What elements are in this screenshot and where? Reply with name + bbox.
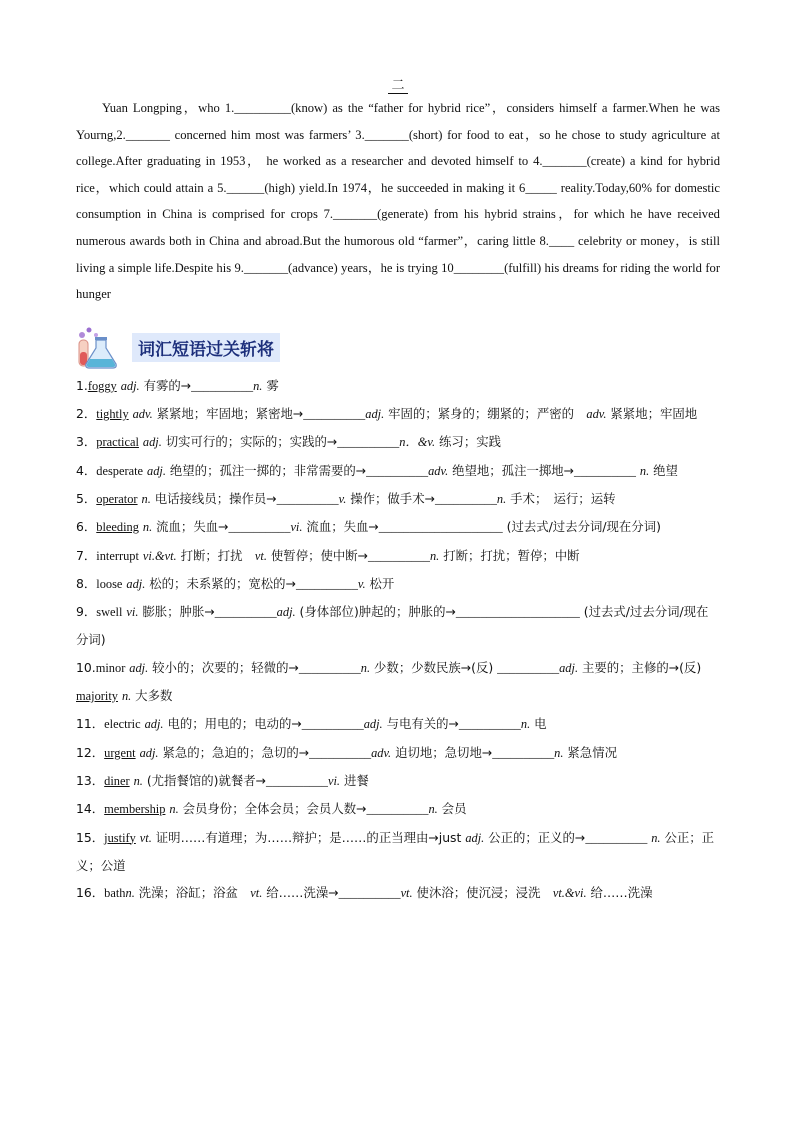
- vocab-word: tightly: [96, 407, 129, 422]
- vocab-item-11: 11．electric adj. 电的；用电的；电动的→__________adj. 与电有关的→__________n. 电: [76, 716, 547, 732]
- passage-text: (advance) years，he is trying 10: [288, 260, 454, 275]
- answer-blank[interactable]: __________: [228, 520, 291, 535]
- cloze-passage: [76, 95, 720, 308]
- answer-blank[interactable]: __________: [366, 463, 429, 478]
- blank-9[interactable]: _______: [243, 260, 289, 275]
- blank-2[interactable]: _______: [125, 127, 170, 142]
- answer-blank[interactable]: __________: [492, 745, 555, 760]
- vocab-word: foggy: [87, 378, 117, 393]
- vocab-word: urgent: [104, 745, 136, 760]
- vocab-item-15: 15．justify vt. 证明……有道理；为……辩护；是……的正当理由→just adj. 公正的；正义的→__________ n. 公正；正义；公道: [76, 829, 715, 873]
- answer-blank[interactable]: __________: [191, 378, 254, 393]
- vocab-word: practical: [96, 435, 139, 450]
- vocab-word: justify: [104, 830, 136, 845]
- answer-blank[interactable]: __________: [298, 660, 361, 675]
- answer-blank[interactable]: __________: [368, 548, 430, 563]
- vocab-word: loose: [96, 576, 123, 591]
- passage-text: (generate) from his hybrid strains，for which he have received numerous awards both in China and abroad.But the humorous old “farmer”，caring little 8.: [76, 207, 720, 248]
- vocab-item-3: 3．practical adj. 切实可行的；实际的；实践的→__________n．&v. 练习；实践: [76, 434, 501, 450]
- answer-blank[interactable]: __________: [301, 717, 364, 732]
- blank-5[interactable]: ______: [226, 180, 265, 195]
- vocab-item-2: 2．tightly adv. 紧紧地；牢固地；紧密地→__________adj. 牢固的；紧身的；绷紧的；严密的 adv. 紧紧地；牢固地: [76, 406, 698, 422]
- answer-blank[interactable]: ____________________: [455, 605, 580, 620]
- passage-text: (short) for food to eat，so he chose to study agriculture at college.After graduating in 1953， he worked as a researcher and devoted himself to 4.: [76, 127, 720, 169]
- blank-4[interactable]: _______: [542, 154, 587, 169]
- answer-blank[interactable]: __________: [585, 830, 648, 845]
- answer-blank[interactable]: __________: [497, 660, 560, 675]
- blank-6[interactable]: _____: [525, 180, 557, 195]
- vocab-item-10: 10.minor adj. 较小的；次要的；轻微的→__________n. 少数；少数民族→(反) __________adj. 主要的；主修的→(反) majority n. 大多数: [76, 659, 702, 704]
- passage-text: concerned him most was farmers’ 3.: [169, 127, 365, 142]
- vocab-word: bath: [104, 886, 126, 901]
- vocab-section-heading: [76, 326, 720, 370]
- vocab-item-12: 12．urgent adj. 紧急的；急迫的；急切的→__________adv. 迫切地；急切地→__________n. 紧急情况: [76, 744, 617, 760]
- passage-text: reality.Today,60% for domestic consumption in China is comprised for crops 7.: [76, 180, 720, 222]
- section-number: 二: [76, 74, 720, 93]
- answer-blank[interactable]: ____________________: [378, 520, 503, 535]
- answer-blank[interactable]: __________: [434, 491, 497, 506]
- passage-text: (create) a kind for hybrid rice，which could attain a 5.: [76, 154, 720, 195]
- vocab-item-6: 6．bleeding n. 流血；失血→__________vi. 流血；失血→____________________ (过去式/过去分词/现在分词): [76, 519, 661, 535]
- passage-text: (know) as the “father for hybrid rice”，considers himself a farmer.When he was Yourng,2.: [76, 101, 720, 142]
- vocab-item-8: 8．loose adj. 松的；未系紧的；宽松的→__________v. 松开: [76, 575, 395, 591]
- answer-blank[interactable]: __________: [366, 802, 429, 817]
- passage-text: (high) yield.In 1974，he succeeded in making it 6: [264, 180, 526, 195]
- vocab-word: operator: [96, 491, 138, 506]
- blank-8[interactable]: ____: [548, 233, 575, 248]
- answer-blank[interactable]: __________: [295, 576, 358, 591]
- vocab-item-13: 13．diner n. (尤指餐馆的)就餐者→__________vi. 进餐: [76, 772, 369, 788]
- blank-10[interactable]: ________: [453, 260, 505, 275]
- vocab-item-14: 14．membership n. 会员身份；全体会员；会员人数→__________n. 会员: [76, 801, 467, 817]
- answer-blank[interactable]: __________: [574, 463, 636, 478]
- vocab-word: diner: [104, 773, 130, 788]
- vocab-word: majority: [76, 689, 118, 704]
- passage-text: celebrity or money，is still living a simple life.Despite his 9.: [76, 233, 720, 275]
- worksheet-page: [76, 74, 720, 907]
- vocab-word: electric: [104, 717, 141, 732]
- blank-3[interactable]: _______: [364, 127, 409, 142]
- answer-blank[interactable]: __________: [337, 435, 400, 450]
- answer-blank[interactable]: __________: [266, 773, 328, 788]
- vocab-item-16: 16．bathn. 洗澡；浴缸；浴盆 vt. 给……洗澡→__________vt. 使沐浴；使沉浸；浸洗 vt.&vi. 给……洗澡: [76, 885, 653, 901]
- answer-blank[interactable]: __________: [276, 491, 339, 506]
- answer-blank[interactable]: __________: [214, 605, 277, 620]
- vocab-item-9: 9．swell vi. 膨胀；肿胀→__________adj. (身体部位)肿起的；肿胀的→____________________ (过去式/过去分词/现在分词): [76, 604, 709, 648]
- vocab-word: bleeding: [96, 520, 139, 535]
- vocab-item-5: 5．operator n. 电话接线员；操作员→__________v. 操作；做手术→__________n. 手术； 运行；运转: [76, 490, 616, 506]
- answer-blank[interactable]: __________: [303, 407, 366, 422]
- section-title: 词汇短语过关斩将: [132, 333, 280, 362]
- vocab-word: minor: [95, 660, 126, 675]
- vocab-word: swell: [96, 605, 123, 620]
- answer-blank[interactable]: __________: [338, 886, 401, 901]
- answer-blank[interactable]: __________: [458, 717, 521, 732]
- vocab-word: desperate: [96, 463, 144, 478]
- vocab-item-7: 7．interrupt vi.&vt. 打断；打扰 vt. 使暂停；使中断→__________n. 打断；打扰；暂停；中断: [76, 547, 580, 563]
- vocab-list: [76, 372, 720, 908]
- answer-blank[interactable]: __________: [309, 745, 372, 760]
- vocab-word: interrupt: [96, 548, 139, 563]
- blank-7[interactable]: _______: [333, 207, 378, 222]
- passage-text: (fulfill) his dreams for riding the world for hunger: [76, 260, 721, 302]
- lab-flask-icon: [76, 326, 122, 370]
- vocab-item-4: 4．desperate adj. 绝望的；孤注一掷的；非常需要的→__________adv. 绝望地；孤注一掷地→__________ n. 绝望: [76, 462, 678, 478]
- blank-1[interactable]: _________: [234, 101, 291, 115]
- passage-text: Yuan Longping，who 1.: [102, 101, 235, 115]
- vocab-item-1: 1.foggy adj. 有雾的→__________n. 雾: [76, 377, 279, 393]
- vocab-word: membership: [104, 802, 166, 817]
